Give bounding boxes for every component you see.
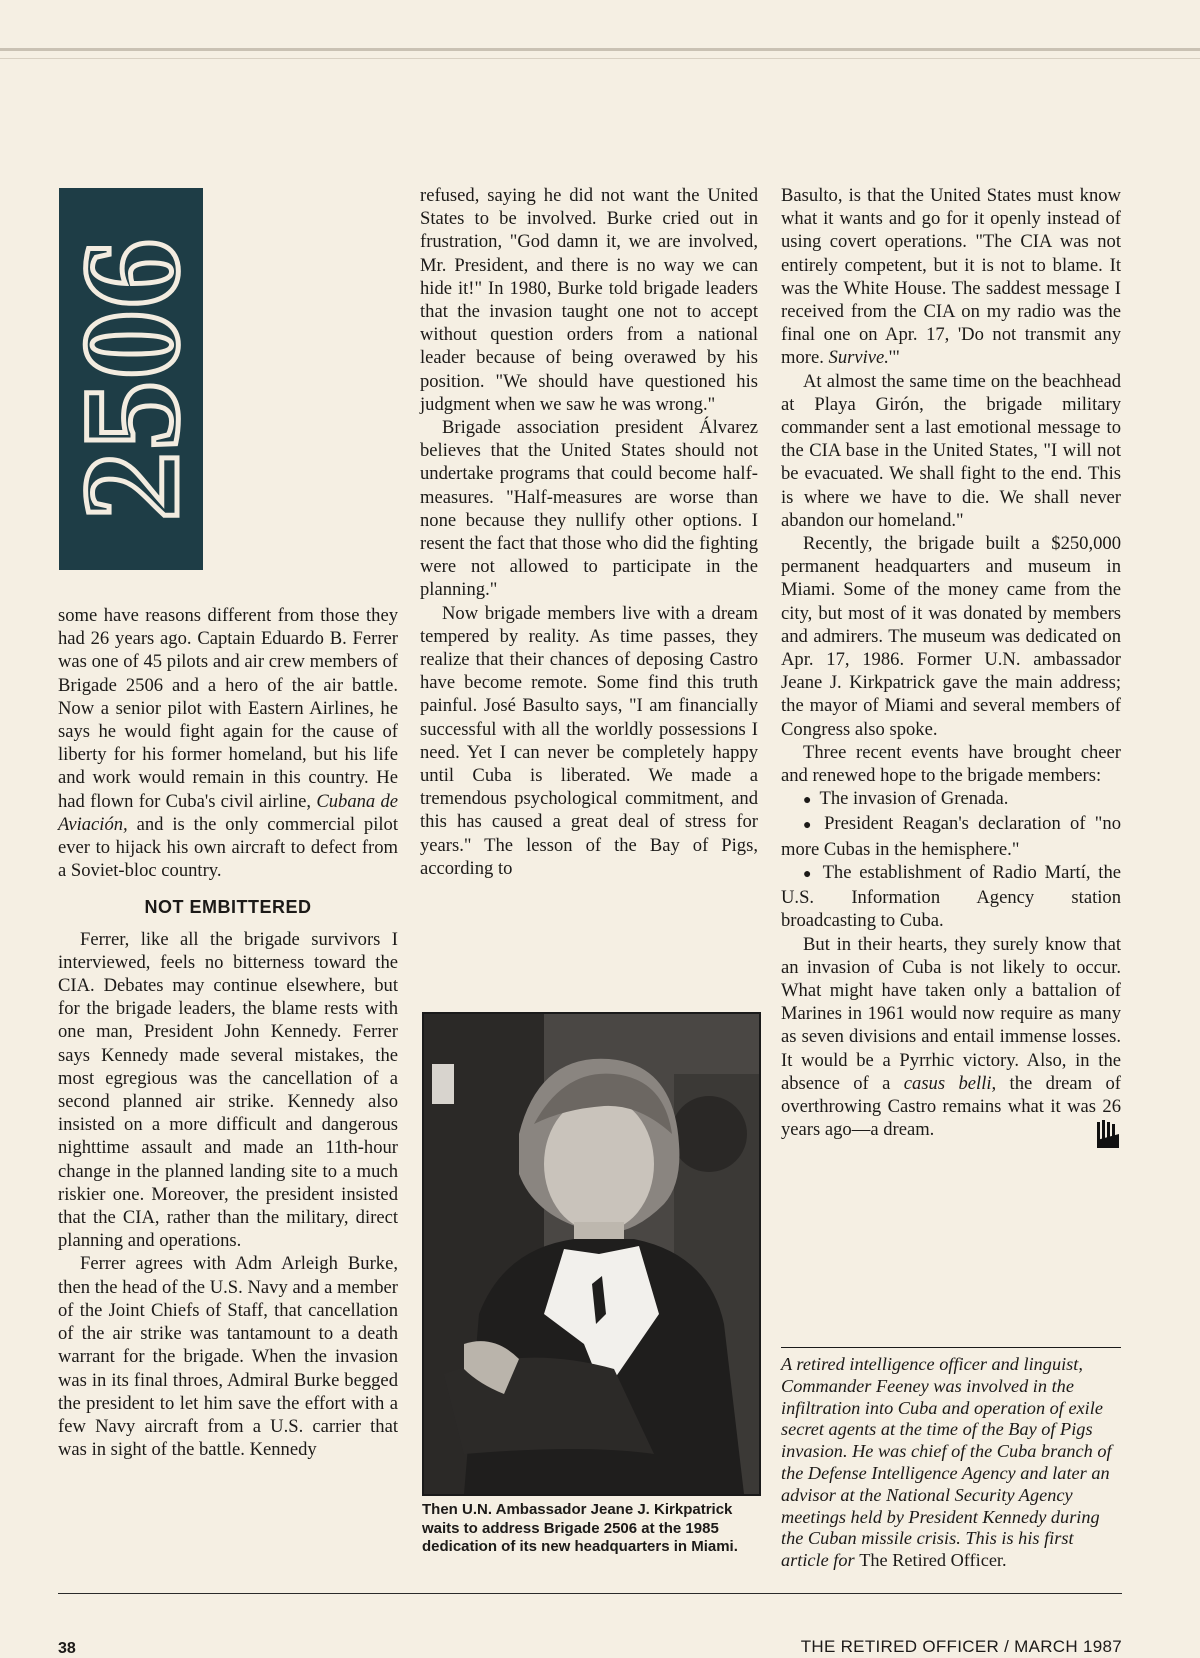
paragraph: Ferrer agrees with Adm Arleigh Burke, then the head of the U.S. Navy and a member of the Joint Chiefs of Staff, that cancellation of the air strike was tantamount to a death warrant for the brigade. When the invasion was in its final throes, Admiral Burke begged the president to let him save the effort with a few Navy aircraft from a U.S. carrier that was in sight of the battle. Kennedy	[58, 1253, 398, 1461]
column-3	[781, 184, 1121, 1156]
bullet-item: ● President Reagan's declaration of "no more Cubas in the hemisphere."	[781, 813, 1121, 860]
top-rule-thin	[0, 58, 1200, 59]
brigade-2506-logo	[54, 188, 207, 570]
paragraph: some have reasons different from those they had 26 years ago. Captain Eduardo B. Ferrer was one of 45 pilots and air crew members of Brigade 2506 and a hero of the air battle. Now a senior pilot with Eastern Airlines, he says he would fight again for the cause of liberty for his former homeland, but his life and work would remain in this country. He had flown for Cuba's civil airline, Cubana de Aviación, and is the only commercial pilot ever to hijack his own aircraft to defect from a Soviet-bloc country.	[58, 605, 398, 882]
paragraph: Three recent events have brought cheer and renewed hope to the brigade members:	[781, 741, 1121, 787]
bio-divider	[781, 1347, 1121, 1348]
footer-rule	[58, 1593, 1122, 1594]
bullet-item: ● The establishment of Radio Martí, the U.S. Information Agency station broadcasting to Cuba.	[781, 861, 1121, 932]
kirkpatrick-photo	[422, 1012, 761, 1496]
photo-caption: Then U.N. Ambassador Jeane J. Kirkpatrick waits to address Brigade 2506 at the 1985 dedication of its new headquarters in Miami.	[422, 1501, 738, 1556]
bullet-icon: ●	[803, 866, 815, 882]
paragraph: At almost the same time on the beachhead at Playa Girón, the brigade military commander sent a last emotional message to the CIA base in the United States, "I will not be evacuated. We shall fight to the end. This is where we have to die. We shall never abandon our homeland."	[781, 370, 1121, 531]
paragraph: But in their hearts, they surely know that an invasion of Cuba is not likely to occur. What might have taken only a battalion of Marines in 1961 would now require as many as seven divisions and entail immense losses. It would be a Pyrrhic victory. Also, in the absence of a casus belli, the dream of overthrowing Castro remains what it was 26 years ago—a dream.	[781, 933, 1121, 1142]
end-mark-icon	[1073, 1118, 1121, 1156]
column-1	[58, 604, 398, 1461]
bullet-icon: ●	[803, 793, 812, 809]
bullet-item: ● The invasion of Grenada.	[803, 788, 1009, 810]
top-rule	[0, 48, 1200, 51]
paragraph: Recently, the brigade built a $250,000 permanent headquarters and museum in Miami. Some of the money came from the city, but most of it was donated by members and admirers. The museum was dedicated on Apr. 17, 1986. Former U.N. ambassador Jeane J. Kirkpatrick gave the main address; the mayor of Miami and several members of Congress also spoke.	[781, 533, 1121, 740]
paragraph: Ferrer, like all the brigade survivors I interviewed, feels no bitterness toward the CIA. Debates may continue elsewhere, but for the brigade leaders, the blame rests with one man, President John Kennedy. Ferrer says Kennedy made several mistakes, the most egregious was the cancellation of a second planned air strike. Kennedy also insisted on a more difficult and dangerous nighttime assault and made an 11th-hour change in the planned landing site to a much riskier one. Moreover, the president insisted that the CIA, rather than the military, direct planning and operations.	[58, 928, 398, 1252]
subhead: NOT EMBITTERED	[144, 897, 312, 918]
bullet-icon: ●	[803, 818, 817, 834]
paragraph: Brigade association president Álvarez believes that the United States should not undertake programs that could become half-measures. "Half-measures are worse than none because they nullify other options. I resent the fact that those who did the fighting were not allowed to participate in the planning."	[420, 417, 758, 601]
author-bio: A retired intelligence officer and linguist, Commander Feeney was involved in the infiltration into Cuba and operation of exile secret agents at the time of the Bay of Pigs invasion. He was chief of the Cuba branch of the Defense Intelligence Agency and later an advisor at the National Security Agency meetings held by President Kennedy during the Cuban missile crisis. This is his first article for The Retired Officer.	[781, 1354, 1112, 1571]
logo-text: 2506	[54, 237, 207, 521]
paragraph: Now brigade members live with a dream tempered by reality. As time passes, they realize that their chances of deposing Castro have become remote. Some find this truth painful. José Basulto says, "I am financially successful with all the worldly possessions I need. Yet I can never be completely happy until Cuba is liberated. We made a tremendous psychological commitment, and this has caused a great deal of stress for years." The lesson of the Bay of Pigs, according to	[420, 602, 758, 879]
running-footer: THE RETIRED OFFICER / MARCH 1987	[800, 1637, 1122, 1656]
page-number: 38	[58, 1640, 76, 1657]
paragraph: refused, saying he did not want the United States to be involved. Burke cried out in frustration, "God damn it, we are involved, Mr. President, and there is no way we can hide it!" In 1980, Burke told brigade leaders that the invasion taught one not to accept without question orders from a national leader because of being overawed by his position. "We should have questioned his judgment when we saw he was wrong."	[420, 185, 758, 415]
paragraph: Basulto, is that the United States must know what it wants and go for it openly instead of using covert operations. "The CIA was not entirely competent, but it is not to blame. It was the White House. The saddest message I received from the CIA on my radio was the final one on Apr. 17, 'Do not transmit any more. Survive.'"	[781, 185, 1121, 369]
column-2	[420, 184, 758, 880]
